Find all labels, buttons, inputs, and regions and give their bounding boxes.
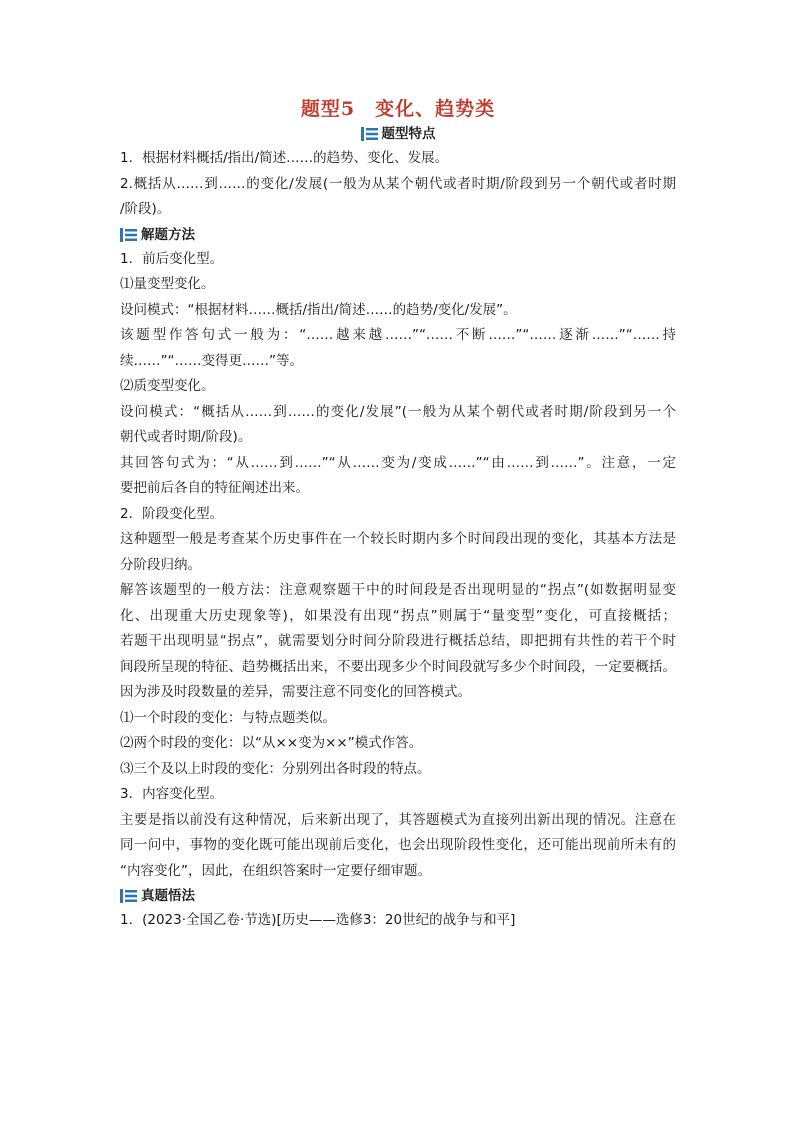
section-header-practice <box>120 884 676 908</box>
paragraph-line: ⑵两个时段的变化：以“从××变为××”模式作答。 <box>120 735 423 751</box>
paragraph-line: 续……”“……变得更……”等。 <box>120 352 303 369</box>
section-title: 题型特点 <box>381 126 436 142</box>
paragraph-line: 间段所呈现的特征、趋势概括出来，不要出现多少个时间段就写多少个时间段，一定要概括。 <box>120 658 676 675</box>
section-title: 真题悟法 <box>141 888 195 904</box>
paragraph-line: 1．前后变化型。 <box>120 250 224 267</box>
paragraph-line: 设问模式：“根据材料……概括/指出/简述……的趋势/变化/发展”。 <box>120 301 517 318</box>
page-content <box>120 96 676 934</box>
paragraph-line: ⑴一个时段的变化：与特点题类似。 <box>120 709 336 726</box>
paragraph-line: 同一问中，事物的变化既可能出现前后变化，也会出现阶段性变化，还可能出现前所未有的 <box>120 837 676 853</box>
list-icon <box>120 889 137 903</box>
page-title: 题型5 变化、趋势类 <box>300 98 496 120</box>
paragraph-line: ⑴量变型变化。 <box>120 276 215 292</box>
paragraph-line: 设问模式：“概括从……到……的变化/发展”(一般为从某个朝代或者时期/阶段到另一个 <box>120 403 676 420</box>
question-line: 1．(2023·全国乙卷·节选)[历史——选修3：20世纪的战争与和平] <box>120 912 516 928</box>
paragraph-line: 3．内容变化型。 <box>120 786 224 802</box>
paragraph-line: 朝代或者时期/阶段)。 <box>120 429 252 445</box>
paragraph-line: 1．根据材料概括/指出/简述……的趋势、变化、发展。 <box>120 150 449 166</box>
paragraph-line: 分阶段归纳。 <box>120 556 201 573</box>
list-icon <box>120 228 137 242</box>
paragraph-line: 因为涉及时段数量的差异，需要注意不同变化的回答模式。 <box>120 684 471 700</box>
section-title: 解题方法 <box>141 226 195 243</box>
paragraph-line: 化、出现重大历史现象等)，如果没有出现“拐点”则属于“量变型”变化，可直接概括； <box>120 607 676 624</box>
paragraph-line: 其回答句式为：“从……到……”“从……变为/变成……”“由……到……”。注意，一定 <box>120 454 676 471</box>
paragraph-line: 2．阶段变化型。 <box>120 505 224 522</box>
section-header-methods <box>120 223 676 247</box>
section-header-features <box>120 122 676 146</box>
paragraph-line: 解答该题型的一般方法：注意观察题干中的时间段是否出现明显的“拐点”(如数据明显变 <box>120 582 676 598</box>
paragraph-line: 该题型作答句式一般为：“……越来越……”“……不断……”“……逐渐……”“……持 <box>120 327 676 343</box>
paragraph-line: 这种题型一般是考查某个历史事件在一个较长时期内多个时间段出现的变化，其基本方法是 <box>120 531 676 547</box>
paragraph-line: /阶段)。 <box>120 201 171 217</box>
paragraph-line: “内容变化”，因此，在组织答案时一定要仔细审题。 <box>120 862 431 879</box>
paragraph-line: ⑶三个及以上时段的变化：分别列出各时段的特点。 <box>120 760 431 777</box>
paragraph-line: 2.概括从……到……的变化/发展(一般为从某个朝代或者时期/阶段到另一个朝代或者时期 <box>120 175 676 192</box>
paragraph-line: 要把前后各自的特征阐述出来。 <box>120 480 309 496</box>
paragraph-line: 主要是指以前没有这种情况，后来新出现了，其答题模式为直接列出新出现的情况。注意在 <box>120 811 676 828</box>
paragraph-line: ⑵质变型变化。 <box>120 378 215 394</box>
paragraph-line: 若题干出现明显“拐点”，就需要划分时间分阶段进行概括总结，即把拥有共性的若干个时 <box>120 633 676 649</box>
list-icon <box>361 127 378 141</box>
